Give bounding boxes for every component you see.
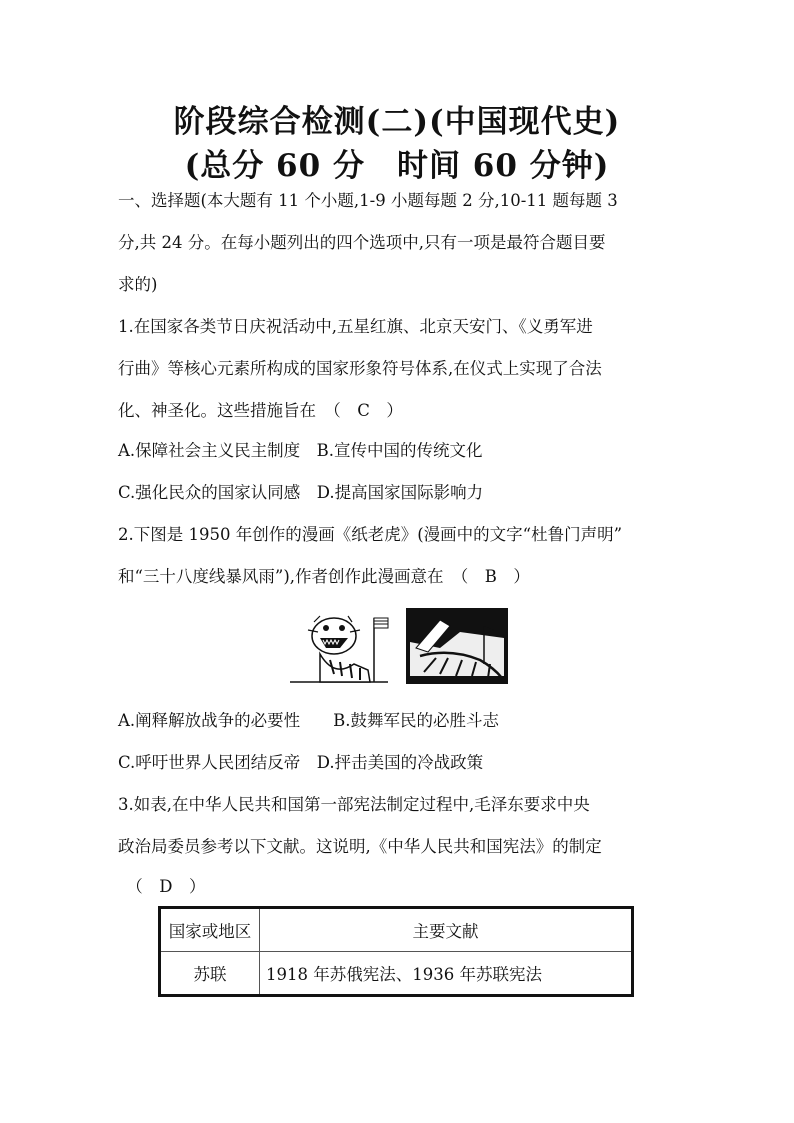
section-instruction-line: 分,共 24 分。在每小题列出的四个选项中,只有一项是最符合题目要 [118,233,606,252]
section-instruction-line: 求的) [118,275,158,294]
section-instruction-line: 一、选择题(本大题有 11 个小题,1-9 小题每题 2 分,10-11 题每题 3 [118,191,618,210]
question-2-text: 2.下图是 1950 年创作的漫画《纸老虎》(漫画中的文字“杜鲁门声明” [118,525,623,544]
question-1-option: C.强化民众的国家认同感 D.提高国家国际影响力 [118,483,484,502]
question-2-text: 和“三十八度线暴风雨”),作者创作此漫画意在 （ B ） [118,567,530,586]
storm-panel [406,608,508,684]
question-3-text: 政治局委员参考以下文献。这说明,《中华人民共和国宪法》的制定 [118,837,602,856]
table-header-cell: 国家或地区 [160,908,260,952]
table-row [160,952,633,996]
table-header-row [160,908,633,952]
question-1-text: 行曲》等核心元素所构成的国家形象符号体系,在仪式上实现了合法 [118,359,602,378]
question-1-option: A.保障社会主义民主制度 B.宣传中国的传统文化 [118,441,483,460]
paper-tiger-cartoon [290,608,510,686]
constitution-reference-table [158,906,634,997]
table-header-cell: 主要文献 [260,908,633,952]
table-cell: 1918 年苏俄宪法、1936 年苏联宪法 [260,952,633,996]
question-1-text: 1.在国家各类节日庆祝活动中,五星红旗、北京天安门、《义勇军进 [118,317,593,336]
question-3-text: （ D ） [118,877,206,896]
paper-tiger-panel [290,608,388,684]
question-2-option: C.呼吁世界人民团结反帝 D.抨击美国的冷战政策 [118,753,484,772]
page-title: 阶段综合检测(二)(中国现代史) [173,104,621,140]
question-2-option: A.阐释解放战争的必要性 B.鼓舞军民的必胜斗志 [118,711,500,730]
question-1-text: 化、神圣化。这些措施旨在 （ C ） [118,401,403,420]
page-subtitle: (总分 60 分 时间 60 分钟) [184,148,610,184]
table-cell: 苏联 [160,952,260,996]
question-3-text: 3.如表,在中华人民共和国第一部宪法制定过程中,毛泽东要求中央 [118,795,590,814]
